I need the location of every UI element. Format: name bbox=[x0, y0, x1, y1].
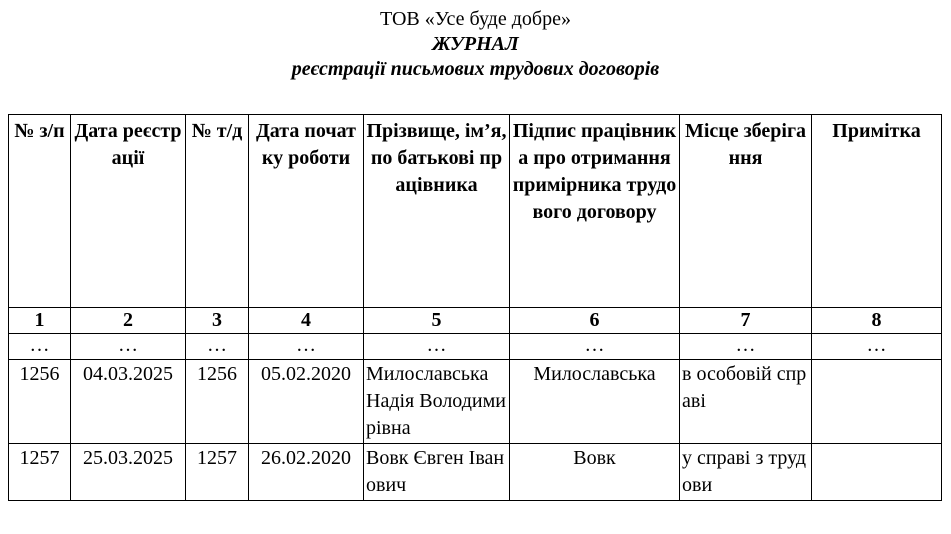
column-numbers-row bbox=[9, 308, 942, 334]
table-header-row bbox=[9, 115, 942, 308]
contract-number-cell: 1256 bbox=[186, 360, 249, 444]
ellipsis-cell: … bbox=[364, 334, 510, 360]
column-number: 3 bbox=[186, 308, 249, 334]
signature-cell: Вовк bbox=[510, 444, 680, 501]
start-date-cell: 26.02.2020 bbox=[249, 444, 364, 501]
column-number: 5 bbox=[364, 308, 510, 334]
column-number: 1 bbox=[9, 308, 71, 334]
journal-title: ЖУРНАЛ bbox=[432, 33, 519, 55]
storage-place-cell: у справі з трудови bbox=[680, 444, 812, 501]
storage-place-cell: в особовій справі bbox=[680, 360, 812, 444]
table-row bbox=[9, 444, 942, 501]
signature-cell: Милославська bbox=[510, 360, 680, 444]
column-header-contract-number: № т/д bbox=[186, 115, 249, 308]
column-header-registration-date: Дата реєстрації bbox=[71, 115, 186, 308]
start-date-cell: 05.02.2020 bbox=[249, 360, 364, 444]
column-header-number: № з/п bbox=[9, 115, 71, 308]
column-header-start-date: Дата початку роботи bbox=[249, 115, 364, 308]
row-number-cell: 1256 bbox=[9, 360, 71, 444]
ellipsis-cell: … bbox=[186, 334, 249, 360]
ellipsis-cell: … bbox=[71, 334, 186, 360]
ellipsis-cell: … bbox=[9, 334, 71, 360]
ellipsis-cell: … bbox=[812, 334, 942, 360]
registration-date-cell: 04.03.2025 bbox=[71, 360, 186, 444]
registration-table bbox=[8, 114, 942, 501]
row-number-cell: 1257 bbox=[9, 444, 71, 501]
journal-subtitle: реєстрації письмових трудових договорів bbox=[291, 58, 660, 80]
column-number: 4 bbox=[249, 308, 364, 334]
contract-number-cell: 1257 bbox=[186, 444, 249, 501]
column-header-storage-place: Місце зберігання bbox=[680, 115, 812, 308]
ellipsis-cell: … bbox=[680, 334, 812, 360]
document-header bbox=[0, 6, 951, 82]
ellipsis-cell: … bbox=[249, 334, 364, 360]
column-header-note: Примітка bbox=[812, 115, 942, 308]
employee-name-cell: Вовк Євген Іванович bbox=[364, 444, 510, 501]
column-header-signature: Підпис працівника про отримання примірника трудового договору bbox=[510, 115, 680, 308]
column-number: 6 bbox=[510, 308, 680, 334]
column-header-employee-name: Прізвище, ім’я, по батькові працівника bbox=[364, 115, 510, 308]
column-number: 2 bbox=[71, 308, 186, 334]
placeholder-row bbox=[9, 334, 942, 360]
column-number: 7 bbox=[680, 308, 812, 334]
column-number: 8 bbox=[812, 308, 942, 334]
note-cell bbox=[812, 360, 942, 444]
note-cell bbox=[812, 444, 942, 501]
registration-date-cell: 25.03.2025 bbox=[71, 444, 186, 501]
employee-name-cell: Милославська Надія Володимирівна bbox=[364, 360, 510, 444]
ellipsis-cell: … bbox=[510, 334, 680, 360]
table-row bbox=[9, 360, 942, 444]
company-name: ТОВ «Усе буде добре» bbox=[380, 8, 571, 30]
